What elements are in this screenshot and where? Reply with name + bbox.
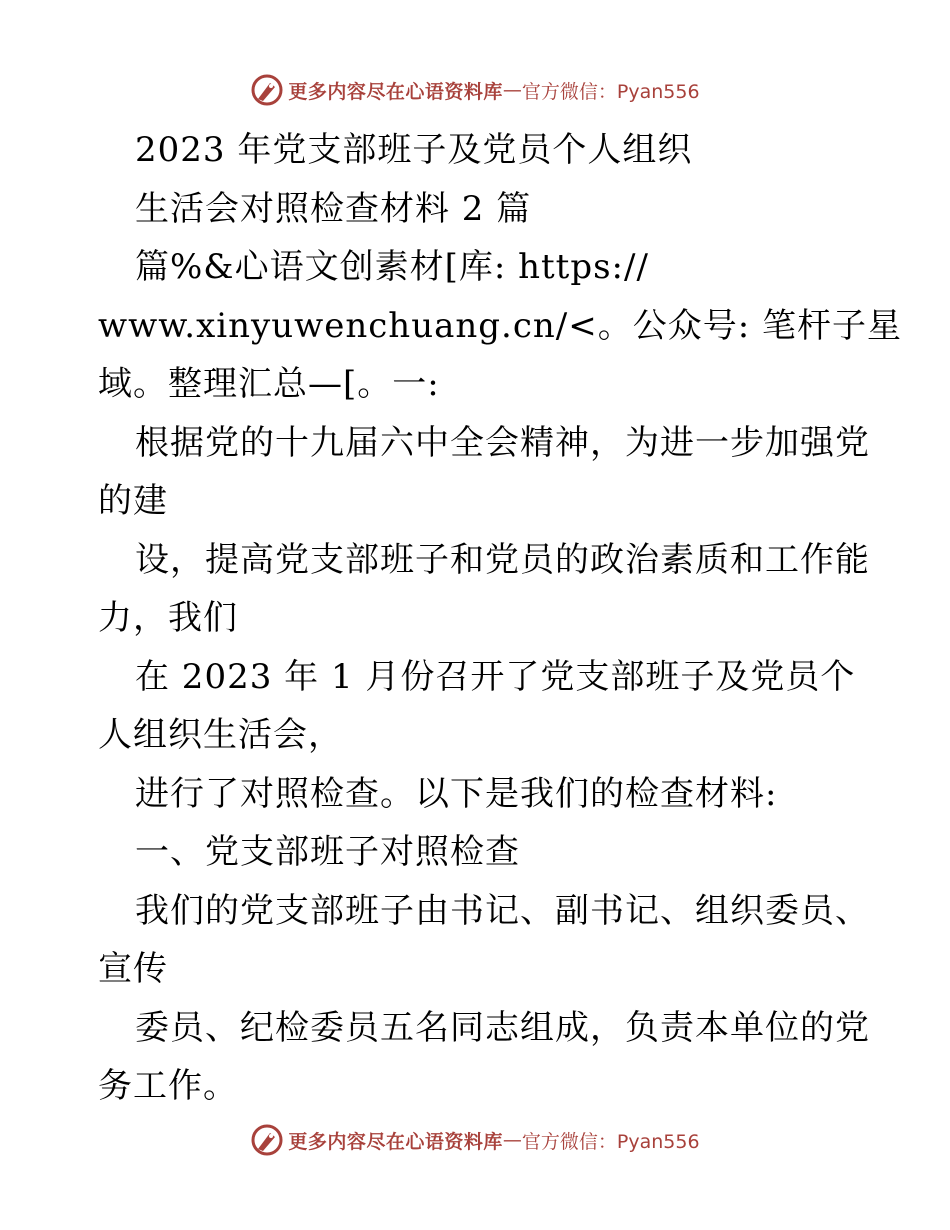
document-line: 在 2023 年 1 月份召开了党支部班子及党员个: [135, 656, 856, 697]
document-line: 我们的党支部班子由书记、副书记、组织委员、: [135, 890, 870, 931]
document-line: 根据党的十九届六中全会精神，为进一步加强党: [135, 422, 870, 463]
banner-text: 更多内容尽在心语资料库: [288, 80, 503, 103]
document-body: [98, 121, 902, 1116]
pen-nib-logo-icon: [250, 1123, 284, 1157]
banner-separator: —: [502, 1129, 522, 1151]
document-line: 务工作。: [98, 1066, 238, 1106]
banner-wechat: 官方微信：Pyan556: [521, 1130, 700, 1153]
pen-nib-logo-icon: [250, 73, 284, 107]
document-line: 设，提高党支部班子和党员的政治素质和工作能: [135, 539, 870, 580]
document-line: 宣传: [98, 949, 168, 989]
document-line: 力，我们: [98, 598, 238, 638]
banner-text: 更多内容尽在心语资料库: [288, 1130, 503, 1153]
banner-separator: —: [502, 79, 522, 101]
document-line: 的建: [98, 481, 168, 521]
footer-banner: [0, 1118, 950, 1162]
document-line: 委员、纪检委员五名同志组成，负责本单位的党: [135, 1007, 870, 1048]
document-line: 域。整理汇总—[。一:: [98, 364, 440, 404]
document-line: 一、党支部班子对照检查: [135, 832, 520, 872]
document-line: 生活会对照检查材料 2 篇: [135, 188, 532, 229]
document-line: 篇%&心语文创素材[库: https://: [135, 247, 649, 287]
banner-wechat: 官方微信：Pyan556: [521, 80, 700, 103]
document-line: 人组织生活会，: [98, 715, 343, 755]
document-line: 进行了对照检查。以下是我们的检查材料:: [135, 773, 778, 814]
header-banner: [0, 68, 950, 112]
document-line: www.xinyuwenchuang.cn/<。公众号: 笔杆子星: [98, 305, 902, 346]
document-line: 2023 年党支部班子及党员个人组织: [135, 130, 693, 170]
